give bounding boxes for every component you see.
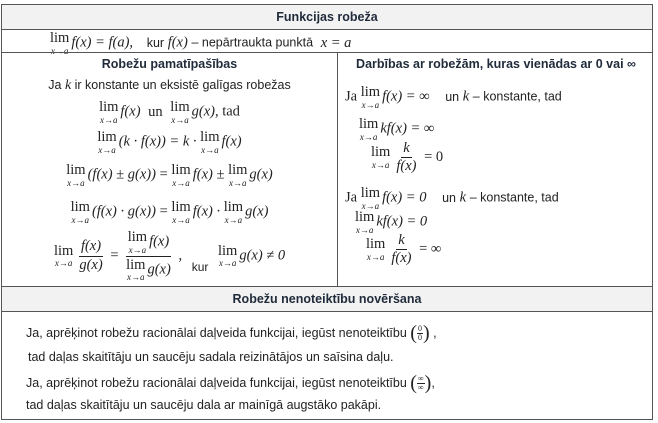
section-header-funkcijas-robeza xyxy=(2,5,652,29)
indeterminate-0-0-method: tad daļas skaitītāju un saucēju sadala reizinātājos un saīsina daļu. xyxy=(28,350,394,364)
indeterminate-inf-inf-method: tad daļas skaitītāju un saucēju dala ar mainīgā augstāko pakāpi. xyxy=(26,398,382,412)
column-divider xyxy=(337,52,338,286)
left-column-title: Robežu pamatīpašības xyxy=(101,57,238,71)
infinity-rule-k-over-f: lim x→a $\frac{k}{f(x)}$ = 0 xyxy=(371,140,444,175)
divider xyxy=(2,52,652,53)
rule-product: lim x→a (f(x) · g(x)) = lim x→a f(x) · lim x→a g(x) xyxy=(70,199,269,225)
zero-rule-kf: lim x→a kf(x) = 0 xyxy=(355,209,428,235)
limits-reference-table xyxy=(1,4,653,420)
indeterminate-0-0-text: Ja, aprēķinot robežu racionālai daļveida funkcijai, iegūst nenoteiktību ( $\frac{0}{0}$ ) , xyxy=(26,322,437,344)
zero-limit-condition: Ja lim x→a f(x) = 0 un k – konstante, tad xyxy=(345,185,559,211)
lim-operator: lim x→a xyxy=(50,30,70,56)
rule-sum-difference: lim x→a (f(x) ± g(x)) = lim x→a f(x) ± lim x→a g(x) xyxy=(66,162,273,188)
rule-constant-multiple: lim x→a (k · f(x)) = k · lim x→a f(x) xyxy=(97,129,242,155)
section-title: Funkcijas robeža xyxy=(276,10,378,24)
infinity-limit-condition: Ja lim x→a f(x) = ∞ un k – konstante, tad xyxy=(345,84,562,110)
continuity-formula: lim x→a f(x) = f(a), kur f(x) – nepārtraukta punktā x = a xyxy=(50,30,352,56)
divider xyxy=(2,311,652,312)
section-header-indeterminate-forms: Robežu nenoteiktību novēršana xyxy=(2,287,652,311)
indeterminate-inf-inf-text: Ja, aprēķinot robežu racionālai daļveida funkcijai, iegūst nenoteiktību ( $\frac{\infty}{\infty}$ ), xyxy=(26,372,435,394)
divider xyxy=(2,29,652,30)
zero-rule-k-over-f: lim x→a $\frac{k}{f(x)}$ = ∞ xyxy=(366,232,442,267)
left-intro: Ja k ir konstante un eksistē galīgas robežas xyxy=(48,78,291,93)
right-column-title: Darbības ar robežām, kuras vienādas ar 0 vai ∞ xyxy=(356,57,636,71)
infinity-rule-kf: lim x→a kf(x) = ∞ xyxy=(359,116,435,142)
rule-quotient: lim x→a $\frac{f(x)}{g(x)}$ = lim x→a f(x) lim x→a g(x) , $_{kur}$ lim x→a g(x) ≠ 0 xyxy=(54,229,286,282)
given-limits: lim x→a f(x) un lim x→a g(x), tad xyxy=(99,99,240,125)
